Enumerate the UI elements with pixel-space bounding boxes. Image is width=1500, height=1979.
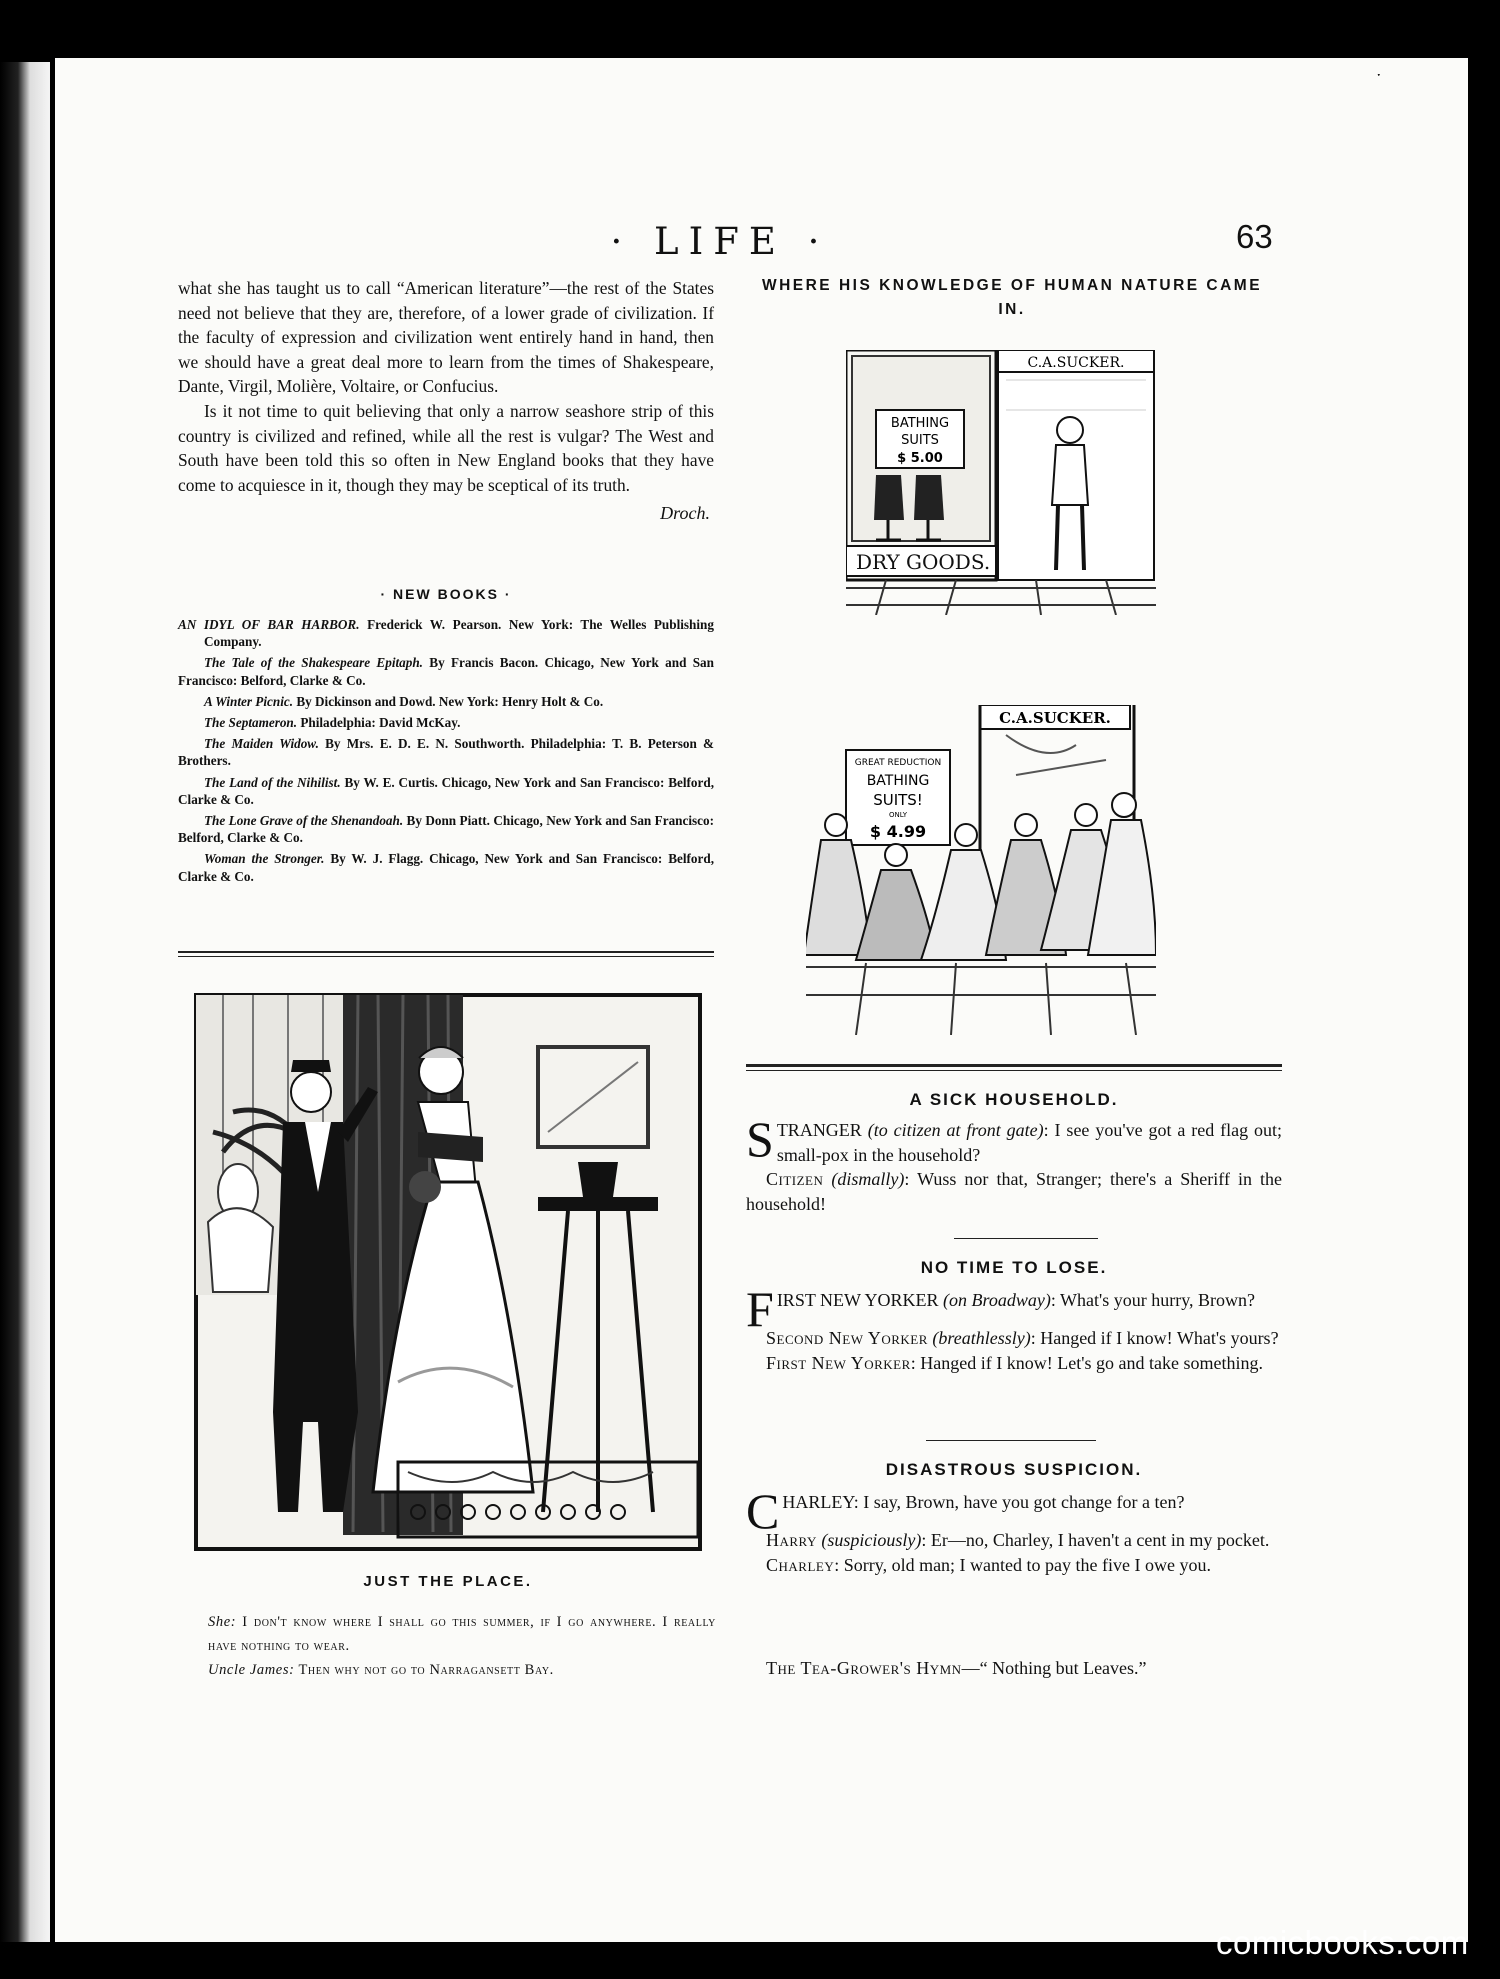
stage-direction: (on Broadway) [943,1290,1051,1310]
speaker: Second New Yorker [766,1328,928,1348]
shop-sign: C.A.SUCKER. [1027,355,1125,371]
book-title: A Winter Picnic. [204,693,294,709]
book-title: The Lone Grave of the Shenandoah. [204,813,404,829]
sign-line: GREAT REDUCTION [854,758,942,768]
book-title: AN IDYL OF BAR HARBOR. [178,617,360,632]
speaker: Citizen [766,1169,824,1189]
book-details: Philadelphia: David McKay. [297,715,461,731]
dialog-line: : Hanged if I know! Let's go and take something. [910,1352,1263,1373]
book-title: Woman the Stronger. [204,851,325,867]
stage-direction: (suspiciously) [821,1530,922,1550]
dialog-line: : I see you've got a red flag out; small-pox in the household? [776,1120,1283,1165]
speaker: Harry [766,1530,817,1550]
book-details: By Mrs. E. D. E. N. Southworth. Philadelphia: T. B. Peterson & Brothers. [178,736,714,769]
caption-just-the-place: JUST THE PLACE. [363,1573,533,1590]
sick-household-dialog [746,1111,1283,1216]
new-books-heading: · NEW BOOKS · [380,586,512,602]
book-entry [178,654,714,688]
section-rule [178,951,714,953]
sign-line: SUITS [901,433,939,448]
book-entry [178,693,714,710]
illustration-just-the-place [193,992,703,1552]
tea-grower-hymn [746,1656,1282,1681]
sign-line: SUITS! [873,791,923,809]
book-details: By W. E. Curtis. Chicago, New York and San Francisco: Belford, Clarke & Co. [178,774,714,807]
dialog-line: : Sorry, old man; I wanted to pay the five I owe you. [834,1554,1211,1575]
essay-signature: Droch. [660,503,710,524]
watermark: comicbooks.com [1216,1924,1469,1961]
sick-household-heading: A SICK HOUSEHOLD. [909,1090,1119,1109]
suspicion-dialog [746,1483,1282,1577]
stage-direction: (dismally) [831,1169,905,1189]
speaker: First New Yorker [766,1352,911,1373]
book-details: By W. J. Flagg. Chicago, New York and San Francisco: Belford, Clarke & Co. [178,851,714,884]
essay [178,276,714,526]
book-details: By Francis Bacon. Chicago, New York and San Francisco: Belford, Clarke & Co. [178,655,714,688]
book-entry [178,812,714,846]
no-time-heading: NO TIME TO LOSE. [920,1258,1108,1277]
magazine-title: · LIFE · [610,220,830,263]
speaker: Charley [766,1554,835,1575]
sign-line: BATHING [866,773,930,789]
book-entry [178,850,714,884]
stage-direction: (to citizen at front gate) [867,1120,1044,1140]
facing-page-edge [0,62,50,1942]
page-speck: ˑ [1376,66,1382,88]
drop-cap: F [746,1281,774,1337]
speaker-uncle-james: Uncle James: [208,1662,295,1678]
book-details: By Donn Piatt. Chicago, New York and San Francisco: Belford, Clarke & Co. [178,813,714,846]
line-she: I don't know where I shall go this summer, if I go anywhere. I really have nothing to wear. [208,1614,716,1654]
section-rule [746,1064,1282,1067]
short-rule [926,1440,1096,1441]
page-number: 63 [1236,218,1273,255]
drop-cap: C [746,1483,780,1539]
speaker-she: She: [208,1614,237,1630]
book-entry [178,714,714,731]
new-books-list [178,616,714,889]
section-rule [746,1070,1282,1071]
drop-cap: S [746,1111,774,1167]
book-title: The Septameron. [204,715,298,731]
essay-paragraph: Is it not time to quit believing that only a narrow seashore strip of this country is civilized and refined, while all the rest is vulgar? The West and South have been told this so often in New England books that they have come to acquiesce in it, though they may be sceptical of its truth. [178,400,714,495]
shop-sign: C.A.SUCKER. [999,709,1111,727]
book-title: The Tale of the Shakespeare Epitaph. [204,655,423,671]
sign-line: $ 5.00 [897,451,943,466]
section-rule [178,956,714,957]
book-details: Frederick W. Pearson. New York: The Welles Publishing Company. [204,617,714,650]
speaker: TRANGER [776,1120,862,1140]
sign-dry-goods: DRY GOODS. [856,550,991,574]
dialog-line: : Er—no, Charley, I haven't a cent in my pocket. [921,1530,1270,1550]
dialog-line: : Wuss nor that, Stranger; there's a Sheriff in the household! [746,1169,1283,1214]
suspicion-heading: DISASTROUS SUSPICION. [885,1460,1143,1479]
just-the-place-dialog [208,1610,716,1682]
speaker: HARLEY [782,1492,854,1512]
book-entry [178,774,714,808]
sign-line: BATHING [890,416,950,431]
cartoon-panel-before [846,350,1156,615]
book-entry [178,616,714,650]
short-rule [954,1238,1098,1239]
no-time-dialog [746,1281,1282,1375]
line-uncle-james: Then why not go to Narragansett Bay. [294,1662,554,1678]
dialog-line: : Hanged if I know! What's yours? [1030,1328,1279,1348]
book-entry [178,735,714,769]
book-details: By Dickinson and Dowd. New York: Henry Holt & Co. [293,693,604,709]
cartoon-panel-after [806,705,1156,1035]
sign-line: $ 4.99 [869,822,927,841]
book-title: The Land of the Nihilist. [204,774,341,790]
caption-where-his-knowledge: WHERE HIS KNOWLEDGE OF HUMAN NATURE CAME IN. [761,277,1263,318]
hymn-text: —“ Nothing but Leaves.” [961,1658,1147,1678]
dialog-line: : I say, Brown, have you got change for a ten? [853,1492,1185,1512]
book-title: The Maiden Widow. [204,736,319,752]
sign-line: ONLY [889,811,907,819]
speaker: IRST NEW YORKER [776,1290,939,1310]
essay-paragraph: what she has taught us to call “American literature”—the rest of the States need not believe that they are, therefore, of a lower grade of civilization. If the faculty of expression and civilization went entirely hand in hand, then we should have a great deal more to learn from the times of Shakespeare, Dante, Virgil, Molière, Voltaire, or Confucius. [178,278,714,397]
stage-direction: (breathlessly) [932,1328,1031,1348]
dialog-line: : What's your hurry, Brown? [1050,1290,1256,1310]
hymn-title: The Tea-Grower's Hymn [766,1658,962,1678]
